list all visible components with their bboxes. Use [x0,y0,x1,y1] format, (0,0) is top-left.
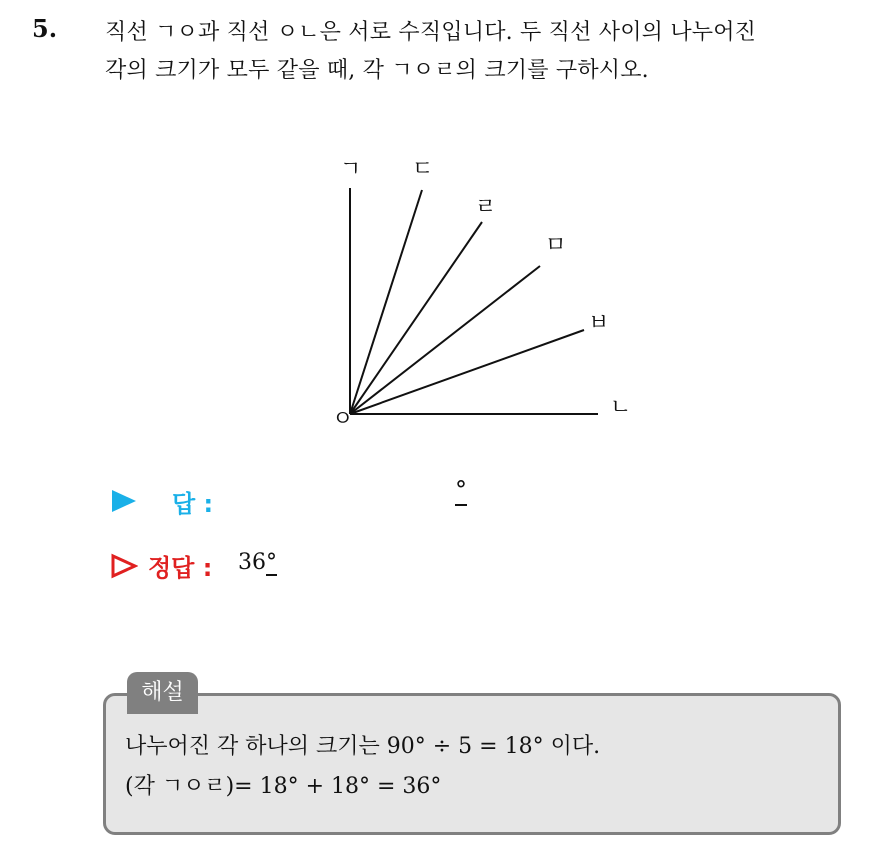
question-line-1: 직선 ㄱㅇ과 직선 ㅇㄴ은 서로 수직입니다. 두 직선 사이의 나누어진 [105,20,757,45]
label-origin: ㅇ [332,407,354,432]
explanation-tag: 해설 [127,672,198,714]
ray-ob [350,330,584,414]
explanation-line-2: (각 ㄱㅇㄹ)= 18° + 18° = 36° [125,774,442,799]
explanation-text [125,727,600,807]
question-text [105,14,875,90]
label-g: ㄱ [340,157,362,182]
question-line-2: 각의 크기가 모두 같을 때, 각 ㄱㅇㄹ의 크기를 구하시오. [105,58,649,83]
play-triangle-icon [110,488,138,514]
problem-number: 5. [32,14,58,43]
answer-label: 답 : [172,490,214,518]
outline-triangle-icon [110,553,138,579]
label-d: ㄷ [412,157,434,182]
ray-or [350,222,482,414]
explanation-line-1: 나누어진 각 하나의 크기는 90° ÷ 5 = 18° 이다. [125,734,601,759]
angle-diagram [320,150,650,440]
label-r: ㄹ [475,195,497,220]
correct-answer-unit: ° [266,550,277,575]
label-m: ㅁ [545,233,567,258]
answer-unit[interactable]: ° [455,476,467,504]
answer-row [110,476,610,518]
correct-answer-value [238,550,277,575]
label-b: ㅂ [588,311,610,336]
label-n: ㄴ [610,395,632,420]
correct-answer-row [110,548,610,582]
ray-od [350,190,422,414]
ray-om [350,266,540,414]
correct-answer-number: 36 [238,550,266,575]
correct-answer-label: 정답 : [148,554,213,582]
